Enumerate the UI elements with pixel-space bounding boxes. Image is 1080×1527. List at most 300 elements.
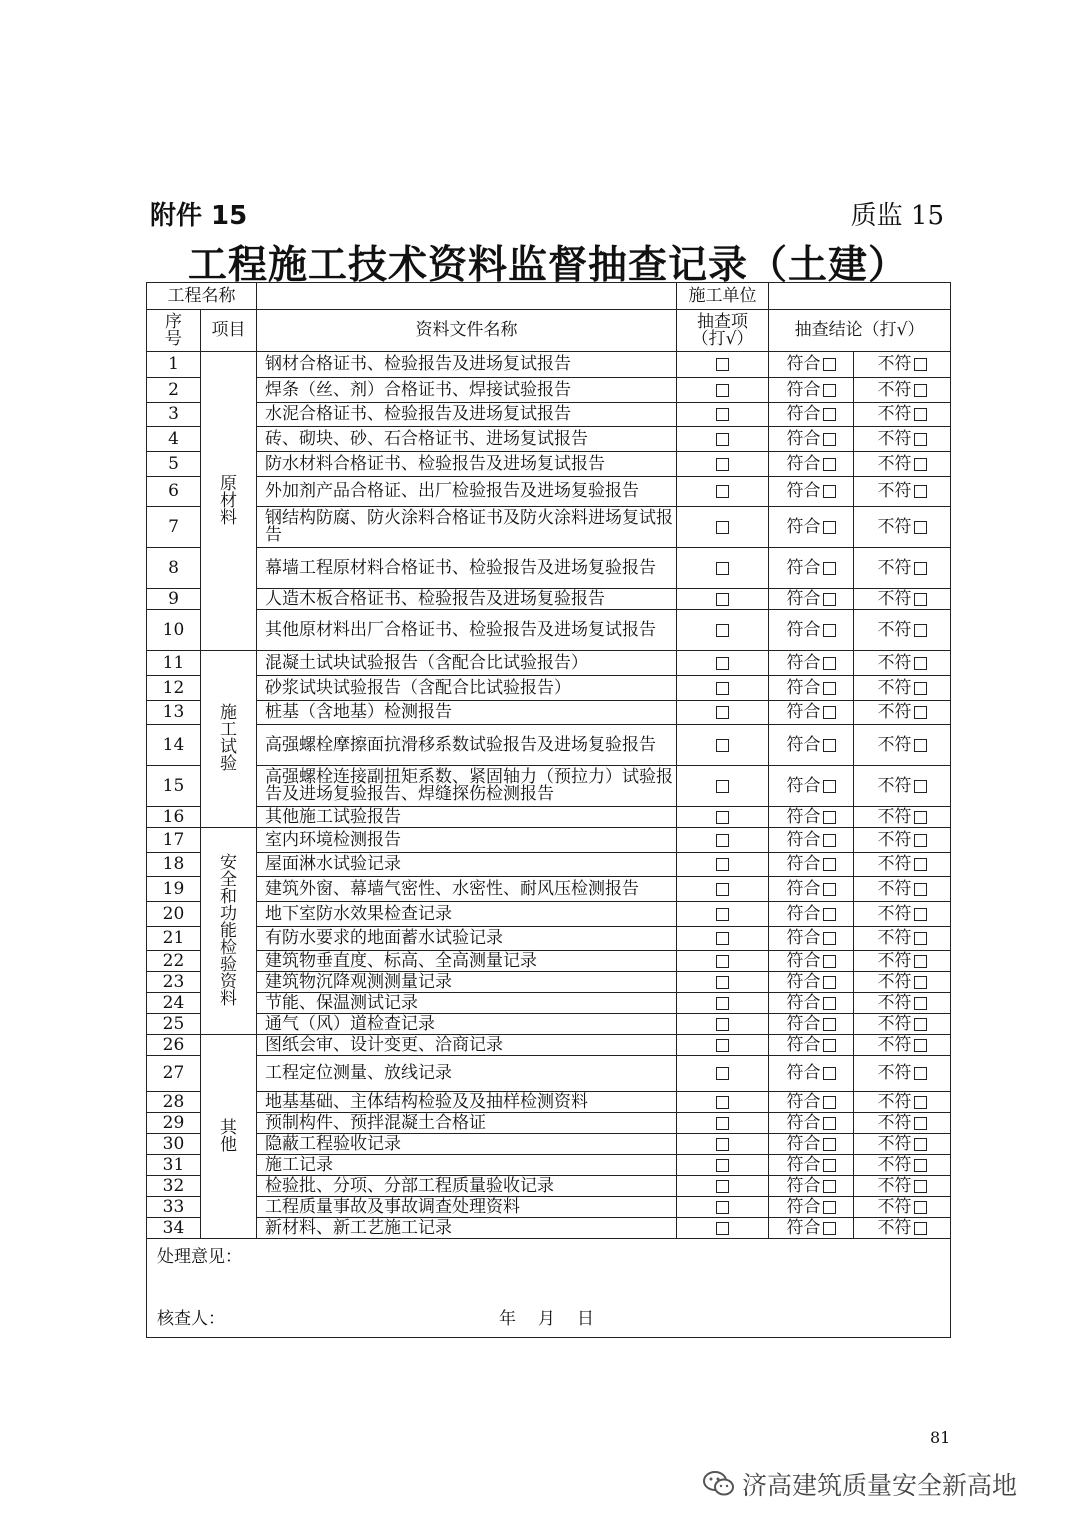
fail-cell [854,548,951,589]
contractor-label: 施工单位 [677,283,769,310]
pass-cell [769,877,854,902]
pass-cell [769,828,854,853]
document-name: 钢材合格证书、检验报告及进场复试报告 [257,352,677,378]
fail-cell [854,993,951,1014]
pass-label: 符合 [786,734,821,755]
fail-cell [854,676,951,701]
check-checkbox[interactable] [716,739,729,752]
document-name: 室内环境检测报告 [257,828,677,853]
fail-checkbox[interactable] [914,811,927,824]
fail-checkbox[interactable] [914,834,927,847]
year-label: 年 [499,1309,516,1329]
check-checkbox[interactable] [716,1222,729,1235]
table-row [147,589,951,610]
pass-label: 符合 [786,1013,821,1034]
fail-label: 不符 [877,354,912,374]
document-name: 建筑外窗、幕墙气密性、水密性、耐风压检测报告 [257,877,677,902]
fail-label: 不符 [877,1154,912,1175]
check-checkbox[interactable] [716,858,729,871]
pass-label: 符合 [786,878,821,899]
document-name: 有防水要求的地面蓄水试验记录 [257,927,677,951]
check-checkbox[interactable] [716,593,729,606]
check-checkbox[interactable] [716,624,729,637]
check-checkbox[interactable] [716,1159,729,1172]
fail-checkbox[interactable] [914,739,927,752]
check-cell [677,352,769,378]
fail-cell [854,902,951,927]
fail-label: 不符 [877,1196,912,1217]
page-title: 工程施工技术资料监督抽查记录（土建） [187,242,908,288]
pass-label: 符合 [786,1154,821,1175]
check-checkbox[interactable] [716,1138,729,1151]
fail-cell [854,610,951,651]
document-name: 其他原材料出厂合格证书、检验报告及进场复试报告 [257,610,677,651]
row-number: 19 [147,877,201,902]
table-row [147,828,951,853]
pass-checkbox[interactable] [823,858,836,871]
pass-cell [769,766,854,807]
table-row [147,766,951,807]
check-checkbox[interactable] [716,976,729,989]
pass-checkbox[interactable] [823,657,836,670]
table-row [147,927,951,951]
row-number: 31 [147,1155,201,1176]
pass-cell [769,676,854,701]
check-cell [677,1134,769,1155]
check-cell [677,766,769,807]
row-number: 17 [147,828,201,853]
document-name: 图纸会审、设计变更、洽商记录 [257,1035,677,1056]
check-checkbox[interactable] [716,811,729,824]
check-checkbox[interactable] [716,908,729,921]
table-row [147,902,951,927]
pass-cell [769,651,854,676]
document-name: 砂浆试块试验报告（含配合比试验报告） [257,676,677,701]
pass-checkbox[interactable] [823,883,836,896]
row-number: 14 [147,725,201,766]
pass-checkbox[interactable] [823,358,836,371]
table-row [147,1035,951,1056]
row-number: 1 [147,352,201,378]
fail-cell [854,452,951,477]
check-cell [677,610,769,651]
pass-cell [769,807,854,828]
fail-checkbox[interactable] [914,1039,927,1052]
table-row [147,853,951,877]
pass-label: 符合 [786,903,821,924]
pass-checkbox[interactable] [823,739,836,752]
fail-cell [854,1176,951,1197]
check-checkbox[interactable] [716,834,729,847]
pass-checkbox[interactable] [823,562,836,575]
row-number: 18 [147,853,201,877]
row-number: 3 [147,403,201,427]
pass-label: 符合 [786,854,821,874]
pass-cell [769,1197,854,1218]
document-name: 检验批、分项、分部工程质量验收记录 [257,1176,677,1197]
pass-checkbox[interactable] [823,976,836,989]
document-name: 外加剂产品合格证、出厂检验报告及进场复验报告 [257,477,677,507]
form-code: 质监 15 [850,201,944,231]
attachment-number: 附件 15 [150,201,248,231]
pass-cell [769,548,854,589]
pass-checkbox[interactable] [823,706,836,719]
check-checkbox[interactable] [716,521,729,534]
fail-checkbox[interactable] [914,883,927,896]
fail-cell [854,972,951,993]
fail-label: 不符 [877,1175,912,1196]
pass-cell [769,1176,854,1197]
fail-checkbox[interactable] [914,433,927,446]
fail-cell [854,951,951,972]
table-row [147,701,951,725]
check-checkbox[interactable] [716,1201,729,1214]
check-cell [677,807,769,828]
table-row [147,877,951,902]
check-cell [677,676,769,701]
fail-checkbox[interactable] [914,521,927,534]
pass-checkbox[interactable] [823,1117,836,1130]
fail-checkbox[interactable] [914,955,927,968]
document-name: 隐蔽工程验收记录 [257,1134,677,1155]
check-cell [677,1056,769,1092]
fail-cell [854,403,951,427]
pass-label: 符合 [786,1034,821,1055]
fail-checkbox[interactable] [914,1180,927,1193]
check-cell [677,1014,769,1035]
fail-checkbox[interactable] [914,780,927,793]
check-checkbox[interactable] [716,1096,729,1109]
document-name: 节能、保温测试记录 [257,993,677,1014]
pass-label: 符合 [786,588,821,609]
check-cell [677,507,769,548]
fail-checkbox[interactable] [914,1067,927,1080]
fail-label: 不符 [877,557,912,578]
check-checkbox[interactable] [716,458,729,471]
fail-checkbox[interactable] [914,1138,927,1151]
fail-checkbox[interactable] [914,384,927,397]
check-cell [677,701,769,725]
pass-cell [769,1218,854,1239]
date-line [499,1311,616,1328]
fail-cell [854,828,951,853]
fail-label: 不符 [877,453,912,474]
fail-label: 不符 [877,1034,912,1055]
pass-cell [769,853,854,877]
fail-checkbox[interactable] [914,624,927,637]
check-checkbox[interactable] [716,997,729,1010]
pass-cell [769,352,854,378]
check-cell [677,902,769,927]
row-number: 23 [147,972,201,993]
fail-checkbox[interactable] [914,593,927,606]
check-cell [677,1092,769,1113]
check-cell [677,853,769,877]
pass-checkbox[interactable] [823,593,836,606]
row-number: 28 [147,1092,201,1113]
pass-label: 符合 [786,481,821,501]
fail-label: 不符 [877,775,912,796]
pass-label: 符合 [786,1175,821,1196]
check-checkbox[interactable] [716,1180,729,1193]
table-row [147,651,951,676]
fail-checkbox[interactable] [914,1096,927,1109]
fail-label: 不符 [877,1063,912,1083]
fail-cell [854,1092,951,1113]
check-checkbox[interactable] [716,1067,729,1080]
table-row [147,993,951,1014]
table-row [147,403,951,427]
check-checkbox[interactable] [716,1018,729,1031]
fail-checkbox[interactable] [914,706,927,719]
table-row [147,1134,951,1155]
fail-cell [854,927,951,951]
fail-checkbox[interactable] [914,458,927,471]
pass-label: 符合 [786,829,821,850]
fail-checkbox[interactable] [914,1222,927,1235]
pass-checkbox[interactable] [823,408,836,421]
pass-checkbox[interactable] [823,1067,836,1080]
row-number: 12 [147,676,201,701]
document-name: 焊条（丝、剂）合格证书、焊接试验报告 [257,378,677,403]
pass-checkbox[interactable] [823,1018,836,1031]
pass-checkbox[interactable] [823,780,836,793]
check-checkbox[interactable] [716,932,729,945]
pass-label: 符合 [786,428,821,449]
fail-checkbox[interactable] [914,1201,927,1214]
document-name: 混凝土试块试验报告（含配合比试验报告） [257,651,677,676]
row-number: 11 [147,651,201,676]
fail-checkbox[interactable] [914,408,927,421]
table-row [147,951,951,972]
pass-checkbox[interactable] [823,1039,836,1052]
fail-checkbox[interactable] [914,932,927,945]
check-cell [677,548,769,589]
pass-cell [769,1134,854,1155]
fail-checkbox[interactable] [914,657,927,670]
pass-checkbox[interactable] [823,811,836,824]
document-name: 地基基础、主体结构检验及及抽样检测资料 [257,1092,677,1113]
pass-checkbox[interactable] [823,433,836,446]
watermark [702,1466,1017,1502]
document-name: 钢结构防腐、防火涂料合格证书及防火涂料进场复试报告 [257,507,677,548]
pass-checkbox[interactable] [823,521,836,534]
page-number: 81 [930,1428,951,1447]
watermark-text: 济高建筑质量安全新高地 [742,1471,1018,1500]
pass-checkbox[interactable] [823,955,836,968]
fail-cell [854,1197,951,1218]
check-checkbox[interactable] [716,562,729,575]
contractor-field[interactable] [769,283,951,310]
check-cell [677,1197,769,1218]
fail-cell [854,1035,951,1056]
row-number: 10 [147,610,201,651]
opinion-label: 处理意见： [157,1247,242,1267]
row-number: 29 [147,1113,201,1134]
pass-checkbox[interactable] [823,458,836,471]
check-cell [677,403,769,427]
fail-label: 不符 [877,806,912,827]
fail-cell [854,1218,951,1239]
check-checkbox[interactable] [716,433,729,446]
fail-label: 不符 [877,379,912,400]
row-number: 30 [147,1134,201,1155]
pass-checkbox[interactable] [823,624,836,637]
table-row [147,725,951,766]
fail-cell [854,725,951,766]
check-cell [677,951,769,972]
document-name: 通气（风）道检查记录 [257,1014,677,1035]
check-checkbox[interactable] [716,1117,729,1130]
fail-checkbox[interactable] [914,562,927,575]
pass-checkbox[interactable] [823,1201,836,1214]
pass-label: 符合 [786,1112,821,1133]
pass-checkbox[interactable] [823,384,836,397]
document-name: 其他施工试验报告 [257,807,677,828]
pass-checkbox[interactable] [823,1222,836,1235]
check-checkbox[interactable] [716,706,729,719]
table-row [147,676,951,701]
pass-label: 符合 [786,619,821,640]
fail-cell [854,877,951,902]
pass-cell [769,403,854,427]
row-number: 5 [147,452,201,477]
pass-label: 符合 [786,1196,821,1217]
col-item-header: 项目 [201,310,257,352]
fail-checkbox[interactable] [914,682,927,695]
document-name: 人造木板合格证书、检验报告及进场复验报告 [257,589,677,610]
fail-label: 不符 [877,1091,912,1112]
fail-checkbox[interactable] [914,858,927,871]
fail-checkbox[interactable] [914,1018,927,1031]
check-checkbox[interactable] [716,358,729,371]
table-row [147,452,951,477]
table-row [147,807,951,828]
pass-label: 符合 [786,354,821,374]
pass-label: 符合 [786,379,821,400]
row-number: 8 [147,548,201,589]
row-number: 6 [147,477,201,507]
check-checkbox[interactable] [716,883,729,896]
check-checkbox[interactable] [716,485,729,498]
pass-cell [769,610,854,651]
document-name: 幕墙工程原材料合格证书、检验报告及进场复验报告 [257,548,677,589]
document-name: 建筑物沉降观测测量记录 [257,972,677,993]
document-name: 屋面淋水试验记录 [257,853,677,877]
fail-checkbox[interactable] [914,1159,927,1172]
fail-cell [854,701,951,725]
fail-cell [854,378,951,403]
pass-label: 符合 [786,404,821,424]
project-name-field[interactable] [257,283,677,310]
pass-checkbox[interactable] [823,908,836,921]
pass-label: 符合 [786,557,821,578]
document-name: 高强螺栓连接副扭矩系数、紧固轴力（预拉力）试验报告及进场复验报告、焊缝探伤检测报告 [257,766,677,807]
pass-checkbox[interactable] [823,682,836,695]
pass-checkbox[interactable] [823,1096,836,1109]
fail-label: 不符 [877,878,912,899]
check-checkbox[interactable] [716,780,729,793]
table-row [147,427,951,452]
pass-checkbox[interactable] [823,1180,836,1193]
fail-label: 不符 [877,1217,912,1238]
fail-cell [854,352,951,378]
document-name: 预制构件、预拌混凝土合格证 [257,1113,677,1134]
table-row [147,610,951,651]
check-cell [677,427,769,452]
pass-checkbox[interactable] [823,1138,836,1151]
pass-label: 符合 [786,453,821,474]
col-conclusion-header: 抽查结论（打√） [769,310,951,352]
col-check-header: 抽查项 （打√） [677,310,769,352]
fail-checkbox[interactable] [914,976,927,989]
row-number: 21 [147,927,201,951]
fail-checkbox[interactable] [914,1117,927,1130]
fail-cell [854,766,951,807]
pass-cell [769,1113,854,1134]
pass-label: 符合 [786,516,821,537]
project-name-label: 工程名称 [147,283,257,310]
pass-cell [769,589,854,610]
pass-checkbox[interactable] [823,997,836,1010]
pass-label: 符合 [786,1133,821,1154]
check-cell [677,477,769,507]
table-row [147,477,951,507]
check-checkbox[interactable] [716,955,729,968]
pass-checkbox[interactable] [823,1159,836,1172]
check-checkbox[interactable] [716,682,729,695]
check-checkbox[interactable] [716,384,729,397]
month-label: 月 [538,1309,555,1329]
fail-label: 不符 [877,1112,912,1133]
pass-label: 符合 [786,677,821,698]
document-name: 地下室防水效果检查记录 [257,902,677,927]
table-row [147,1176,951,1197]
fail-cell [854,1056,951,1092]
pass-checkbox[interactable] [823,932,836,945]
pass-checkbox[interactable] [823,834,836,847]
category-cell: 施工试验 [201,651,257,828]
fail-label: 不符 [877,734,912,755]
fail-label: 不符 [877,481,912,501]
table-row [147,1218,951,1239]
check-cell [677,993,769,1014]
fail-checkbox[interactable] [914,485,927,498]
table-row [147,507,951,548]
pass-label: 符合 [786,1217,821,1238]
pass-cell [769,378,854,403]
check-checkbox[interactable] [716,657,729,670]
table-row [147,1014,951,1035]
row-number: 22 [147,951,201,972]
pass-checkbox[interactable] [823,485,836,498]
fail-checkbox[interactable] [914,997,927,1010]
check-checkbox[interactable] [716,408,729,421]
check-cell [677,452,769,477]
fail-checkbox[interactable] [914,358,927,371]
document-name: 防水材料合格证书、检验报告及进场复试报告 [257,452,677,477]
day-label: 日 [577,1309,594,1329]
check-checkbox[interactable] [716,1039,729,1052]
pass-label: 符合 [786,971,821,992]
document-name: 砖、砌块、砂、石合格证书、进场复试报告 [257,427,677,452]
fail-cell [854,477,951,507]
check-cell [677,927,769,951]
pass-cell [769,427,854,452]
document-name: 建筑物垂直度、标高、全高测量记录 [257,951,677,972]
check-cell [677,1035,769,1056]
fail-checkbox[interactable] [914,908,927,921]
